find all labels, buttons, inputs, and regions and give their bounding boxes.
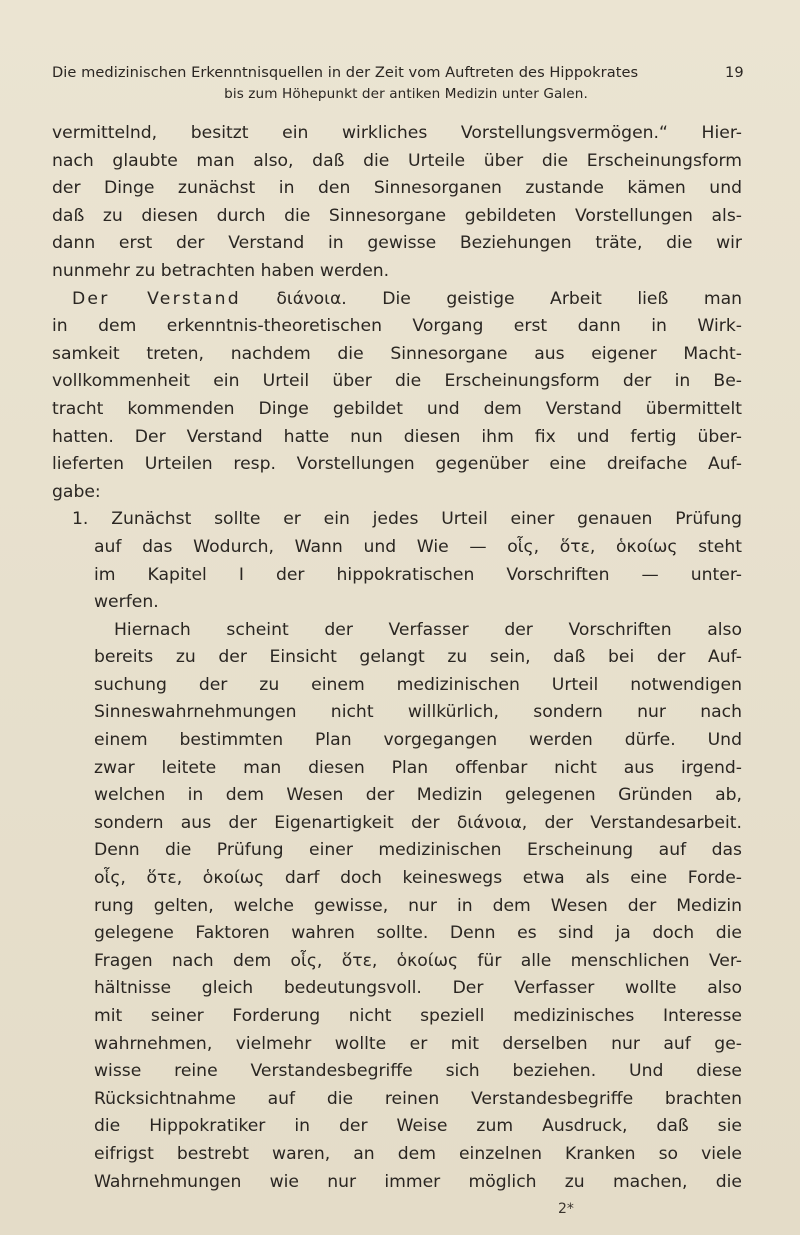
page-number: 19 [725, 64, 744, 81]
text-line: Hiernach scheint der Verfasser der Vorschriften also [114, 619, 742, 640]
text-line: οἷς, ὅτε, ὁκοίως darf doch keineswegs etwa als eine Forde- [94, 868, 742, 889]
text-line: gelegene Faktoren wahren sollte. Denn es sind ja doch die [94, 923, 742, 944]
text-line: zwar leitete man diesen Plan offenbar nicht aus irgend- [94, 757, 742, 778]
section-first-line-rest: Die geistige Arbeit ließ man [382, 288, 742, 309]
text-line: einem bestimmten Plan vorgegangen werden dürfe. Und [94, 730, 742, 751]
text-line: die Hippokratiker in der Weise zum Ausdruck, daß sie [94, 1116, 742, 1137]
text-line: werfen. [94, 592, 159, 613]
text-line: vollkommenheit ein Urteil über die Erscheinungsform der in Be- [52, 371, 742, 392]
text-line: daß zu diesen durch die Sinnesorgane gebildeten Vorstellungen als- [52, 205, 742, 226]
signature-mark: 2* [558, 1201, 574, 1217]
text-line: Rücksichtnahme auf die reinen Verstandesbegriffe brachten [94, 1088, 742, 1109]
text-line: gabe: [52, 481, 101, 502]
text-line: Fragen nach dem οἷς, ὅτε, ὁκοίως für alle menschlichen Ver- [94, 950, 742, 971]
text-line: nunmehr zu betrachten haben werden. [52, 260, 390, 281]
text-line: sondern aus der Eigenartigkeit der διάνοια, der Verstandesarbeit. [94, 812, 742, 833]
list-item-text: Zunächst sollte er ein jedes Urteil einer genauen Prüfung [111, 509, 742, 530]
section-heading-line [52, 286, 742, 314]
text-line: Denn die Prüfung einer medizinischen Erscheinung auf das [94, 840, 742, 861]
running-title: Die medizinischen Erkenntnisquellen in der Zeit vom Auftreten des Hippokrates [52, 64, 639, 81]
text-line: welchen in dem Wesen der Medizin gelegenen Gründen ab, [94, 785, 742, 806]
text-line: hältnisse gleich bedeutungsvoll. Der Verfasser wollte also [94, 978, 742, 999]
text-line: dann erst der Verstand in gewisse Beziehungen träte, die wir [52, 233, 742, 254]
section-heading-greek: διάνοια. [276, 288, 347, 309]
text-line: nach glaubte man also, daß die Urteile über die Erscheinungsform [52, 150, 742, 171]
text-line: Sinneswahrnehmungen nicht willkürlich, sondern nur nach [94, 702, 742, 723]
text-line: wisse reine Verstandesbegriffe sich beziehen. Und diese [94, 1061, 742, 1082]
text-line: eifrigst bestrebt waren, an dem einzelnen Kranken so viele [94, 1143, 742, 1164]
text-line: im Kapitel I der hippokratischen Vorschriften — unter- [94, 564, 742, 585]
text-line: rung gelten, welche gewisse, nur in dem Wesen der Medizin [94, 895, 742, 916]
text-line: samkeit treten, nachdem die Sinnesorgane aus eigener Macht- [52, 343, 742, 364]
text-line: der Dinge zunächst in den Sinnesorganen zustande kämen und [52, 178, 742, 199]
body-text [52, 120, 742, 1196]
section-heading: Der Verstand [72, 288, 241, 309]
text-line: vermittelnd, besitzt ein wirkliches Vorstellungsvermögen.“ Hier- [52, 123, 742, 143]
running-header [52, 64, 742, 82]
text-line: suchung der zu einem medizinischen Urteil notwendigen [94, 674, 742, 695]
text-line: bereits zu der Einsicht gelangt zu sein, daß bei der Auf- [94, 647, 742, 668]
text-line: wahrnehmen, vielmehr wollte er mit derselben nur auf ge- [94, 1033, 742, 1054]
text-line: lieferten Urteilen resp. Vorstellungen gegenüber eine dreifache Auf- [52, 454, 742, 475]
text-line: mit seiner Forderung nicht speziell medizinisches Interesse [94, 1006, 742, 1026]
list-item-number: 1. [72, 509, 89, 530]
running-subtitle: bis zum Höhepunkt der antiken Medizin unter Galen. [224, 86, 588, 102]
text-line: Wahrnehmungen wie nur immer möglich zu machen, die [94, 1171, 742, 1192]
text-line: tracht kommenden Dinge gebildet und dem Verstand übermittelt [52, 398, 742, 419]
text-line: in dem erkenntnis-theoretischen Vorgang erst dann in Wirk- [52, 316, 742, 337]
text-line: hatten. Der Verstand hatte nun diesen ihm fix und fertig über- [52, 426, 742, 447]
text-line: auf das Wodurch, Wann und Wie — οἷς, ὅτε, ὁκοίως steht [94, 536, 742, 557]
list-item-line [52, 506, 742, 534]
